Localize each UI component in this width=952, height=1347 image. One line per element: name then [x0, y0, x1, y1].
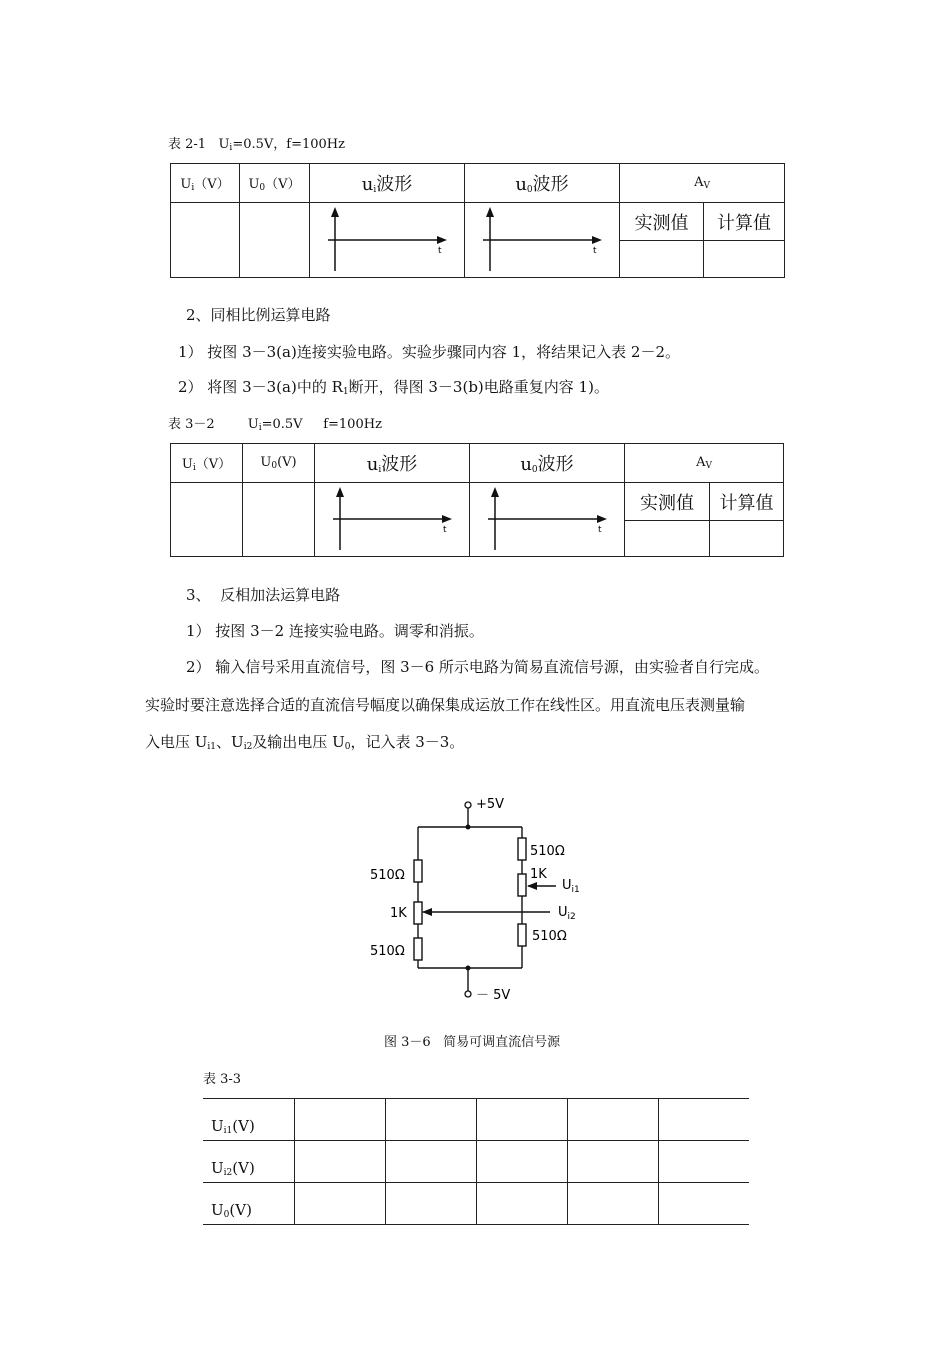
header-av: $A_V$ [620, 164, 785, 203]
table-3-2 [170, 443, 784, 557]
header-calculated: 计算值 [710, 483, 784, 521]
table-3-2-caption: 表 3－2 $U_i=0.5V$ f=100Hz [168, 417, 382, 433]
table-2-1-caption: 表 2-1 $U_i=0.5V$，f=100Hz [168, 137, 345, 153]
table-3-3-caption: 表 3-3 [203, 1072, 242, 1087]
header-measured: 实测值 [620, 203, 704, 241]
data-cell[interactable] [385, 1183, 476, 1225]
section-3-step-2-line-2: 实验时要注意选择合适的直流信号幅度以确保集成运放工作在线性区。用直流电压表测量输 [145, 696, 746, 714]
header-ui-waveform: $u_i$波形 [315, 444, 470, 483]
label-ui1: $U_{i1}$ [562, 878, 580, 895]
data-cell[interactable] [567, 1141, 658, 1183]
label-r-right-top: 510Ω [530, 844, 565, 859]
data-cell[interactable] [294, 1099, 385, 1141]
data-cell[interactable] [476, 1141, 567, 1183]
vplus-label: +5V [476, 797, 505, 812]
row-label-ui1: $U_{i1}(V)$ [203, 1099, 294, 1141]
header-u0-waveform: $u_0$波形 [470, 444, 625, 483]
label-pot-right: 1K [530, 867, 547, 882]
waveform-axes [470, 483, 625, 556]
data-cell[interactable] [294, 1183, 385, 1225]
header-calculated: 计算值 [704, 203, 785, 241]
table-row [203, 1183, 749, 1225]
header-measured: 实测值 [625, 483, 710, 521]
data-cell[interactable] [385, 1141, 476, 1183]
section-2-step-1: 1） 按图 3－3(a)连接实验电路。实验步骤同内容 1，将结果记入表 2－2。 [178, 343, 680, 361]
data-cell[interactable] [567, 1183, 658, 1225]
header-u0: $U_0(V)$ [243, 444, 315, 483]
section-2-heading: 2、同相比例运算电路 [186, 306, 331, 324]
data-cell[interactable] [658, 1099, 749, 1141]
resistor-left-bottom [414, 938, 422, 960]
cell-calculated-value[interactable] [704, 241, 785, 278]
cell-u0-waveform [470, 483, 625, 557]
data-cell[interactable] [658, 1183, 749, 1225]
data-cell[interactable] [476, 1099, 567, 1141]
data-cell[interactable] [567, 1099, 658, 1141]
header-ui-waveform: $u_i$波形 [310, 164, 465, 203]
table-row [203, 1141, 749, 1183]
resistor-left-top [414, 860, 422, 882]
vminus-terminal [465, 991, 471, 997]
header-ui: $U_i(V)$ [171, 444, 243, 483]
section-3-step-2-line-1: 2） 输入信号采用直流信号，图 3－6 所示电路为简易直流信号源，由实验者自行完成。 [186, 658, 769, 676]
cell-ui-waveform [310, 203, 465, 278]
data-cell[interactable] [385, 1099, 476, 1141]
vplus-terminal [465, 802, 471, 808]
cell-ui-value[interactable] [171, 483, 243, 557]
cell-ui-value[interactable] [171, 203, 240, 278]
data-cell[interactable] [294, 1141, 385, 1183]
table-row [203, 1099, 749, 1141]
cell-ui-waveform [315, 483, 470, 557]
label-ui2: $U_{i2}$ [558, 905, 576, 922]
header-av: $A_V$ [625, 444, 784, 483]
figure-3-6-caption: 图 3－6 简易可调直流信号源 [384, 1035, 561, 1050]
waveform-axes [310, 203, 465, 277]
cell-calculated-value[interactable] [710, 521, 784, 557]
label-r-right-bottom: 510Ω [532, 929, 567, 944]
section-3-step-1: 1） 按图 3－2 连接实验电路。调零和消振。 [186, 622, 484, 640]
section-2-step-2: 2） 将图 3－3(a)中的 $R_1$断开，得图 3－3(b)电路重复内容 1)。 [178, 378, 609, 397]
potentiometer-right [518, 874, 526, 896]
row-label-u0: $U_0(V)$ [203, 1183, 294, 1225]
data-cell[interactable] [658, 1141, 749, 1183]
header-ui: $U_i(V)$ [171, 164, 240, 203]
cell-u0-value[interactable] [240, 203, 310, 278]
resistor-right-top [518, 838, 526, 860]
row-label-ui2: $U_{i2}(V)$ [203, 1141, 294, 1183]
waveform-axes [315, 483, 470, 556]
time-axis-label: t [598, 525, 602, 535]
time-axis-label: t [438, 246, 442, 256]
waveform-axes [465, 203, 620, 277]
cell-measured-value[interactable] [620, 241, 704, 278]
header-u0-waveform: $u_0$波形 [465, 164, 620, 203]
cell-u0-waveform [465, 203, 620, 278]
data-cell[interactable] [476, 1183, 567, 1225]
section-3-step-2-line-3: 入电压 $U_{i1}$、$U_{i2}$及输出电压 $U_0$，记入表 3－3。 [145, 733, 465, 752]
table-3-3 [203, 1098, 749, 1225]
label-pot-left: 1K [390, 906, 407, 921]
table-2-1 [170, 163, 785, 278]
section-3-heading: 3、 反相加法运算电路 [186, 586, 341, 604]
dc-source-circuit [360, 790, 600, 1010]
header-u0: $U_0(V)$ [240, 164, 310, 203]
time-axis-label: t [593, 246, 597, 256]
vminus-label: － 5V [476, 988, 511, 1003]
time-axis-label: t [443, 525, 447, 535]
cell-u0-value[interactable] [243, 483, 315, 557]
resistor-right-bottom [518, 924, 526, 946]
potentiometer-left [414, 902, 422, 924]
cell-measured-value[interactable] [625, 521, 710, 557]
label-r-left-top: 510Ω [370, 868, 405, 883]
label-r-left-bottom: 510Ω [370, 944, 405, 959]
